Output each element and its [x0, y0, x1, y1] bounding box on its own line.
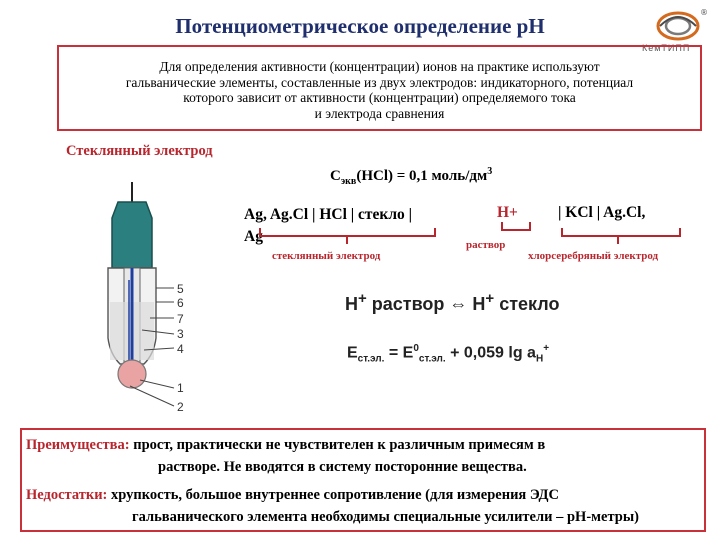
logo-mark: ®	[700, 8, 708, 17]
cell-scheme-left: Ag, Ag.Cl | HCl | стекло | Ag	[244, 206, 413, 245]
disadvantages-line: Недостатки: хрупкость, большое внутреннее сопротивление (для измерения ЭДС	[26, 487, 559, 503]
diagram-number: 4	[177, 342, 184, 356]
diagram-number: 7	[177, 312, 184, 326]
intro-line: гальванические элементы, составленные из двух электродов: индикаторного, потенциал	[125, 74, 634, 90]
diagram-number: 1	[177, 381, 184, 395]
glass-electrode-diagram	[100, 160, 210, 420]
intro-line: которого зависит от активности (концентрации) определяемого тока	[183, 90, 576, 105]
advantages-line: Преимущества: прост, практически не чувствителен к различным примесям в	[26, 437, 546, 453]
diagram-number: 2	[177, 400, 184, 414]
brace-label-silver: хлорсеребряный электрод	[528, 250, 659, 262]
intro-box	[57, 45, 702, 131]
diagram-number: 3	[177, 327, 184, 341]
diagram-number: 5	[177, 282, 184, 296]
logo-text: КемТИПП	[642, 43, 691, 53]
disadvantages-line-2: гальванического элемента необходимы специальные усилители – рН-метры)	[132, 509, 639, 525]
diagram-number: 6	[177, 296, 184, 310]
cell-scheme-hplus: Н+	[497, 204, 518, 221]
nernst-equation: $E_{ст.эл.} = E^0_{ст.эл.} + 0,059$ $\lg a_H^+$	[347, 343, 550, 365]
cell-scheme-right: | KCl | Ag.Cl,	[558, 204, 646, 221]
disadvantages-label: Недостатки:	[26, 487, 108, 503]
page-title: Потенциометрическое определение рН	[175, 14, 545, 38]
intro-line: и электрода сравнения	[314, 105, 445, 121]
logo-icon	[650, 6, 706, 46]
advantages-label: Преимущества:	[26, 437, 130, 453]
exchange-reaction: H+ раствор ⇔ H+ стекло	[345, 290, 560, 314]
concentration-formula: $C_{экв}(HCl) = 0,1$ моль/$дм^3$	[330, 166, 493, 187]
intro-line: Для определения активности (концентрации) ионов на практике используют	[159, 59, 600, 74]
pros-cons-text	[26, 434, 702, 528]
glass-electrode-label: Стеклянный электрод	[66, 143, 213, 159]
brace-label-solution: раствор	[466, 239, 506, 251]
advantages-line-2: раствоpе. Не вводятся в систему посторонние вещества.	[158, 459, 527, 475]
brace-label-glass: стеклянный электрод	[272, 250, 381, 262]
